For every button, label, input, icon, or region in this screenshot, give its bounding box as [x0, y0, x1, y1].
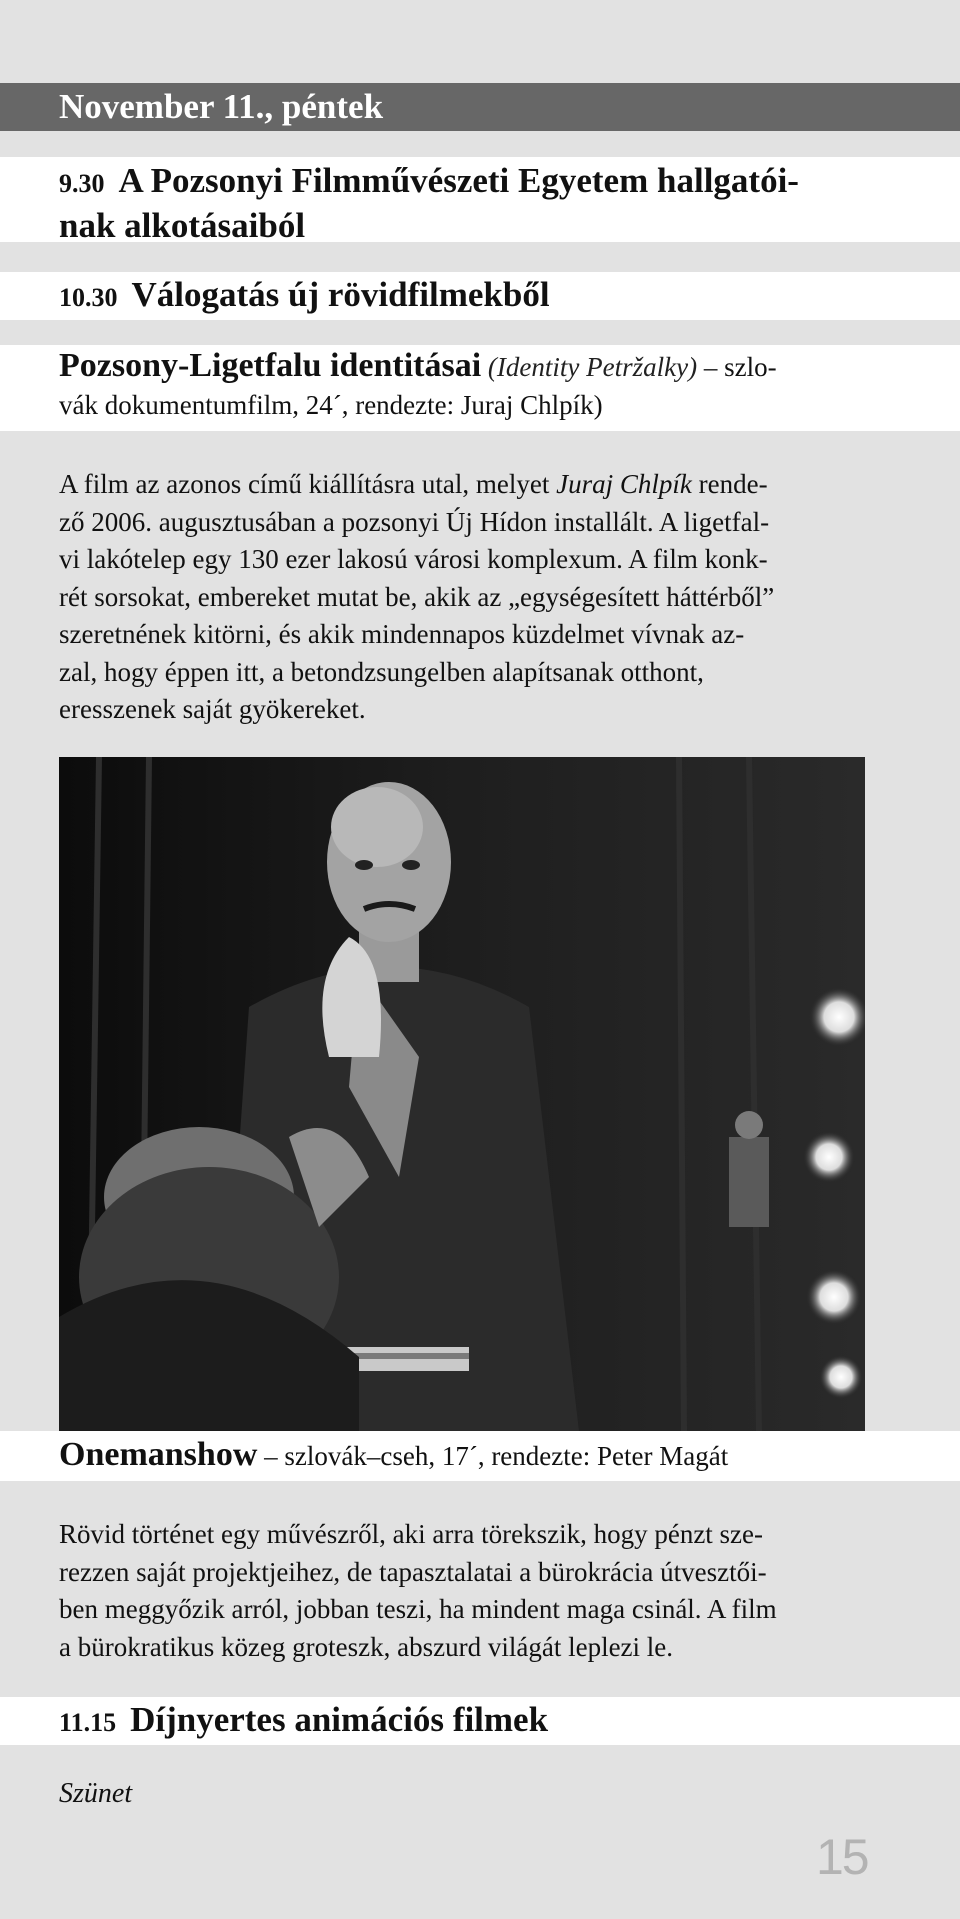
- desc-line: ben meggyőzik arról, jobban teszi, ha mindent maga csinál. A film: [59, 1594, 777, 1624]
- slot-title: Díjnyertes animációs filmek: [130, 1700, 549, 1739]
- film2-title-band: [0, 1431, 960, 1481]
- slot-time: 11.15: [59, 1708, 117, 1737]
- film-title: Pozsony-Ligetfalu identitásai: [59, 347, 482, 384]
- film2-description: [59, 1516, 865, 1666]
- film-description: [59, 466, 865, 729]
- desc-line: a bürokratikus közeg groteszk, abszurd világát leplezi le.: [59, 1631, 674, 1662]
- page-number: 15: [816, 1829, 868, 1885]
- slot-1030-band: [0, 272, 960, 320]
- slot-1115-band: [0, 1697, 960, 1745]
- desc-line: zal, hogy éppen itt, a betondzsungelben alapítsanak otthont,: [59, 656, 704, 687]
- film-still-image: [59, 757, 865, 1431]
- director-name: Juraj Chlpík: [556, 469, 692, 499]
- desc-line: Rövid történet egy művészről, aki arra törekszik, hogy pénzt sze-: [59, 1519, 764, 1549]
- desc-line: eresszenek saját gyökereket.: [59, 694, 366, 724]
- film-title-band: [0, 345, 960, 431]
- desc-line: vi lakótelep egy 130 ezer lakosú városi komplexum. A film konk-: [59, 544, 768, 574]
- film-meta-cont: vák dokumentumfilm, 24´, rendezte: Juraj Chlpík): [59, 390, 603, 420]
- slot-title: Válogatás új rövidfilmekből: [131, 275, 550, 314]
- slot-930-band: [0, 157, 960, 245]
- film2-title: Onemanshow: [59, 1436, 258, 1473]
- desc-line: A film az azonos című kiállításra utal, melyet Juraj Chlpík rende-: [59, 469, 768, 499]
- slot-title-cont: nak alkotásaiból: [59, 206, 306, 245]
- film-original-title: (Identity Petržalky): [487, 352, 698, 382]
- film2-meta: – szlovák–cseh, 17´, rendezte: Peter Magát: [264, 1441, 729, 1471]
- day-header: November 11., péntek: [59, 87, 384, 126]
- film-meta: – szlo-: [703, 352, 777, 382]
- day-header-bar: [0, 83, 960, 131]
- film-still-photo: [59, 757, 865, 1431]
- slot-title: A Pozsonyi Filmművészeti Egyetem hallgatói-: [118, 161, 799, 200]
- desc-line: szeretnének kitörni, és akik mindennapos küzdelmet vívnak az-: [59, 619, 745, 649]
- desc-line: rét sorsokat, embereket mutat be, akik az „egységesített háttérből”: [59, 581, 775, 612]
- desc-line: ző 2006. augusztusában a pozsonyi Új Hídon installált. A ligetfal-: [59, 506, 770, 537]
- slot-time: 9.30: [59, 169, 105, 198]
- slot-time: 10.30: [59, 283, 118, 312]
- break-label: Szünet: [59, 1778, 133, 1809]
- desc-line: rezzen saját projektjeihez, de tapasztalatai a bürokrácia útvesztői-: [59, 1556, 767, 1587]
